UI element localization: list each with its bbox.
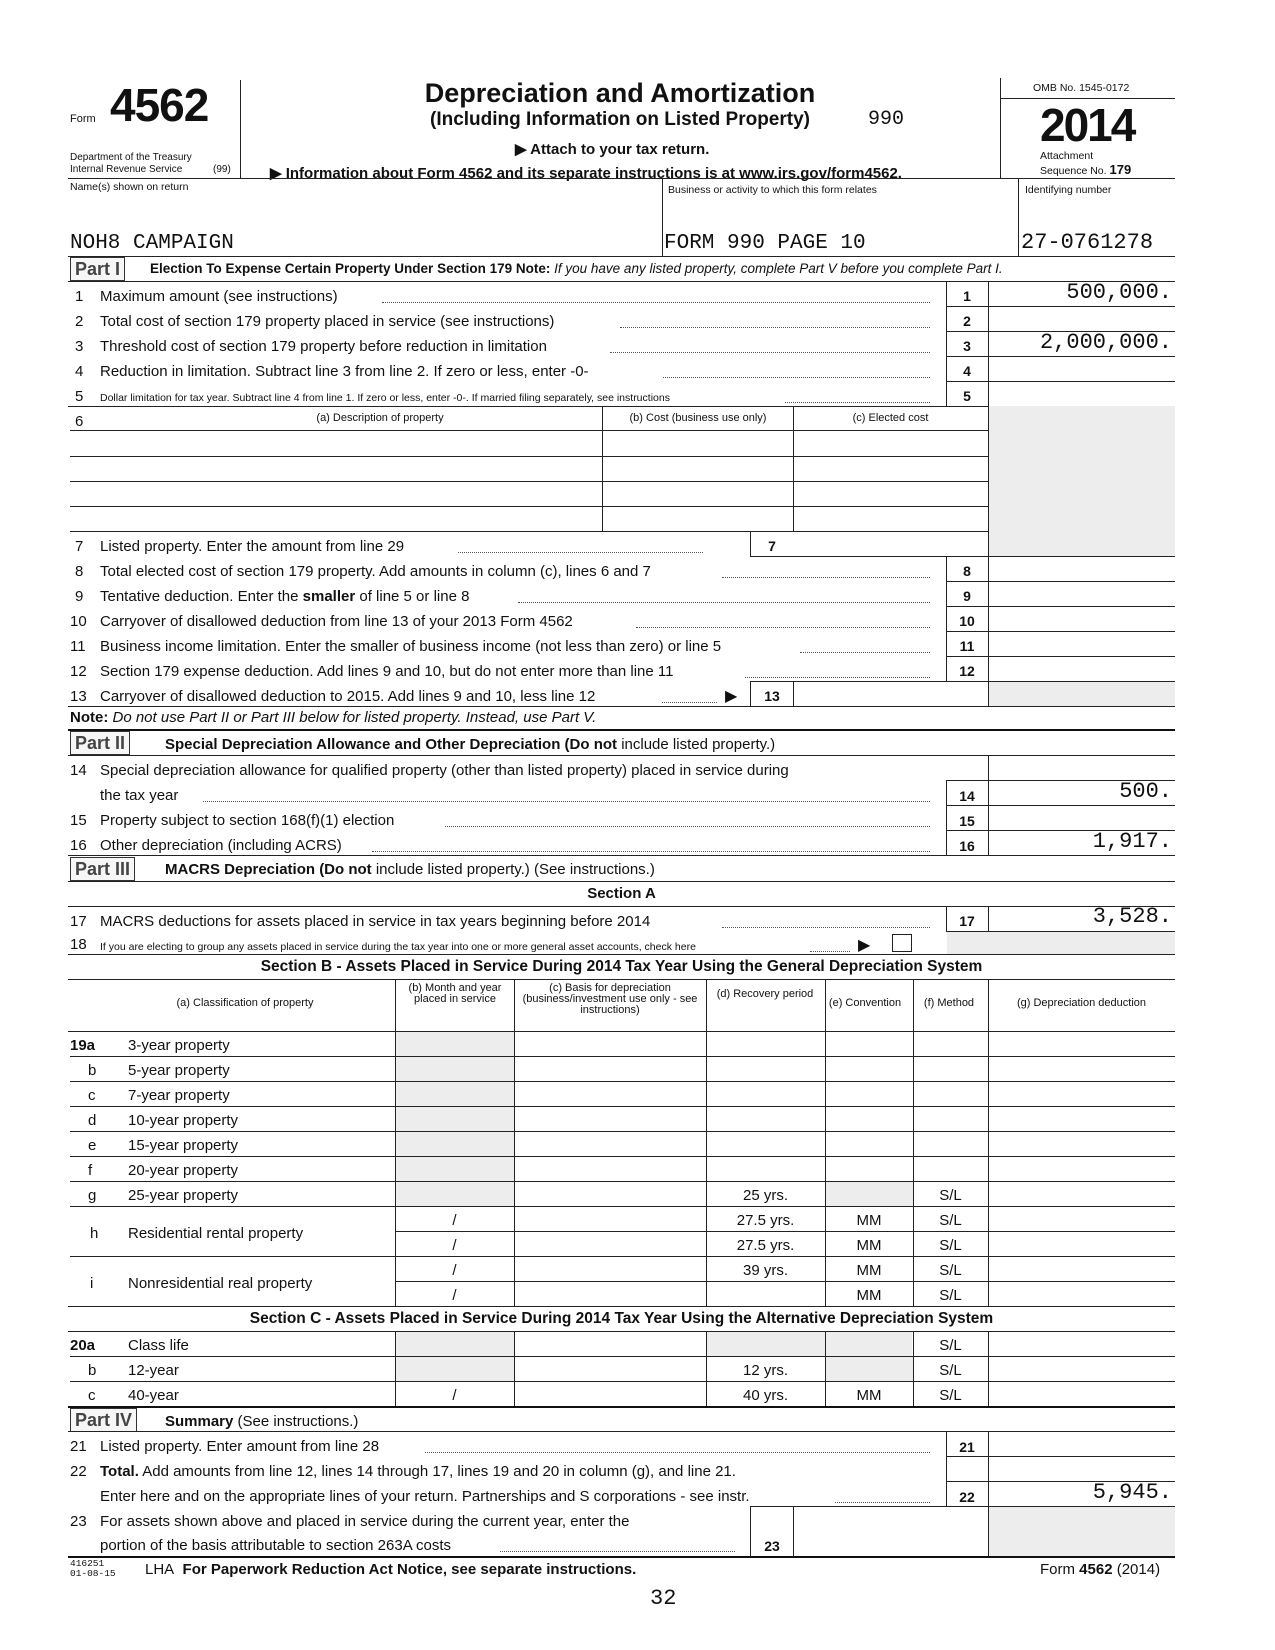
business-field[interactable]: FORM 990 PAGE 10 — [664, 232, 866, 255]
line-number: 11 — [70, 638, 86, 655]
row-number: b — [88, 1062, 97, 1079]
row-number: c — [88, 1087, 96, 1104]
line-number: 16 — [70, 837, 87, 854]
line-1-value[interactable]: 500,000. — [1066, 280, 1172, 305]
line-box-12: 12 — [959, 663, 975, 679]
line-9-text-2: of line 5 or line 8 — [355, 588, 470, 605]
line-3-value[interactable]: 2,000,000. — [1039, 330, 1172, 355]
row-i2-convention: MM — [856, 1287, 882, 1304]
row-number: 20a — [70, 1337, 96, 1354]
info-text: Information about Form 4562 and its separate instructions is at www.irs.gov/form4562. — [285, 165, 902, 182]
line-number: 8 — [75, 563, 84, 580]
col-a-classification: (a) Classification of property — [176, 997, 314, 1009]
row-20c-method: S/L — [939, 1387, 962, 1404]
row-label: 7-year property — [128, 1087, 230, 1104]
part-1-title: Election To Expense Certain Property Under Section 179 — [150, 261, 513, 276]
line-23-label-2: portion of the basis attributable to section 263A costs — [100, 1537, 452, 1554]
omb-number: OMB No. 1545-0172 — [1033, 82, 1130, 94]
row-number: g — [88, 1187, 97, 1204]
row-i1-recovery: 39 yrs. — [742, 1262, 788, 1279]
line-box-22: 22 — [959, 1489, 975, 1505]
line-16-label: Other depreciation (including ACRS) — [100, 837, 342, 854]
row-number: d — [88, 1112, 97, 1129]
section-a-heading: Section A — [587, 885, 656, 902]
line-box-2: 2 — [963, 313, 971, 329]
attach-text: Attach to your tax return. — [530, 141, 710, 158]
line-22-label-2: Enter here and on the appropriate lines of your return. Partnerships and S corporations - see instr. — [100, 1488, 750, 1505]
line-number: 21 — [70, 1438, 87, 1455]
line-box-4: 4 — [963, 363, 971, 379]
part-3-tag: Part III — [70, 857, 135, 881]
col-a-header: (a) Description of property — [316, 412, 444, 424]
row-label: 5-year property — [128, 1062, 230, 1079]
handwritten-990: 990 — [868, 108, 905, 131]
row-label-40-year: 40-year — [128, 1387, 179, 1404]
part-2-title: Special Depreciation Allowance and Other Depreciation (Do not — [165, 736, 618, 753]
arrow-right-icon: ▶ — [515, 141, 527, 158]
line-14-label-2: the tax year — [100, 787, 179, 804]
line-number: 13 — [70, 688, 87, 705]
part-3-title-rest: include listed property.) (See instructions.) — [371, 861, 655, 878]
section-c-heading: Section C - Assets Placed in Service During 2014 Tax Year Using the Alternative Depreciation System — [249, 1310, 994, 1327]
row-i1-method: S/L — [939, 1262, 962, 1279]
row-number: i — [90, 1275, 94, 1292]
line-7-label: Listed property. Enter the amount from line 29 — [100, 538, 405, 555]
line-number: 18 — [70, 936, 87, 953]
line-box-21: 21 — [959, 1439, 975, 1455]
line-number: 22 — [70, 1463, 87, 1480]
dept-line2: Internal Revenue Service — [70, 164, 183, 175]
row-h1-month[interactable]: / — [452, 1212, 457, 1229]
row-h2-recovery: 27.5 yrs. — [736, 1237, 795, 1254]
line-17-label: MACRS deductions for assets placed in service in tax years beginning before 2014 — [100, 913, 651, 930]
line-box-14: 14 — [959, 788, 975, 804]
row-number: b — [88, 1362, 97, 1379]
line-box-15: 15 — [959, 813, 975, 829]
dept-line1: Department of the Treasury — [70, 152, 192, 163]
row-number: h — [90, 1225, 99, 1242]
col-c-header: (c) Elected cost — [852, 412, 929, 424]
part-2-tag: Part II — [70, 731, 130, 755]
line-18-label: If you are electing to group any assets placed in service during the tax year into one or more general asset accounts, check here — [100, 941, 696, 953]
col-c-basis: (c) Basis for depreciation (business/investment use only - see instructions) — [522, 982, 698, 1016]
line-8-label: Total elected cost of section 179 property. Add amounts in column (c), lines 6 and 7 — [100, 563, 651, 580]
line-box-13: 13 — [764, 688, 780, 704]
line-21-label: Listed property. Enter amount from line 28 — [100, 1438, 380, 1455]
row-h1-method: S/L — [939, 1212, 962, 1229]
line-number: 9 — [75, 588, 84, 605]
row-number: 19a — [70, 1037, 96, 1054]
footer-form-year: (2014) — [1116, 1561, 1161, 1578]
line-22-value[interactable]: 5,945. — [1092, 1480, 1172, 1505]
sequence-label: Sequence No. — [1040, 165, 1107, 177]
line-number: 12 — [70, 663, 87, 680]
note-2-text: Do not use Part II or Part III below for listed property. Instead, use Part V. — [112, 709, 597, 726]
part-1-note: If you have any listed property, complete Part V before you complete Part I. — [554, 261, 1003, 276]
line-22-total: Total. — [100, 1463, 139, 1480]
row-label-nonresidential: Nonresidential real property — [128, 1275, 313, 1292]
line-9-bold: smaller — [302, 588, 356, 605]
group-assets-checkbox[interactable] — [892, 934, 912, 952]
row-label: 15-year property — [128, 1137, 239, 1154]
col-f-method: (f) Method — [923, 997, 975, 1009]
line-box-16: 16 — [959, 838, 975, 854]
line-22-text: Add amounts from line 12, lines 14 through 17, lines 19 and 20 in column (g), and line 21. — [138, 1463, 736, 1480]
row-i1-convention: MM — [856, 1262, 882, 1279]
row-h2-convention: MM — [856, 1237, 882, 1254]
arrow-right-icon: ▶ — [858, 937, 871, 954]
row-number: f — [88, 1162, 93, 1179]
col-b-month-year: (b) Month and year placed in service — [408, 982, 502, 1005]
line-number: 2 — [75, 313, 84, 330]
line-17-value[interactable]: 3,528. — [1092, 904, 1172, 929]
line-number: 14 — [70, 762, 87, 779]
note-2-label: Note: — [70, 709, 109, 726]
col-d-recovery: (d) Recovery period — [716, 988, 814, 1000]
line-11-label: Business income limitation. Enter the smaller of business income (not less than zero) or line 5 — [100, 638, 722, 655]
row-label-12-year: 12-year — [128, 1362, 179, 1379]
row-number: c — [88, 1387, 96, 1404]
line-number: 10 — [70, 613, 87, 630]
row-20c-recovery: 40 yrs. — [742, 1387, 788, 1404]
row-g-method: S/L — [939, 1187, 962, 1204]
row-h1-convention: MM — [856, 1212, 882, 1229]
line-14-label: Special depreciation allowance for qualified property (other than listed property) placed in service during — [100, 762, 789, 779]
col-g-deduction: (g) Depreciation deduction — [1016, 997, 1147, 1009]
arrow-right-icon: ▶ — [725, 688, 738, 705]
line-22-label — [100, 1463, 736, 1480]
line-box-11: 11 — [959, 638, 975, 654]
row-label-class-life: Class life — [128, 1337, 189, 1354]
row-h2-method: S/L — [939, 1237, 962, 1254]
row-label: 3-year property — [128, 1037, 230, 1054]
line-box-10: 10 — [959, 613, 975, 629]
names-label: Name(s) shown on return — [70, 181, 189, 193]
line-number: 4 — [75, 363, 84, 380]
line-2-label: Total cost of section 179 property placed in service (see instructions) — [100, 313, 555, 330]
row-20c-convention: MM — [856, 1387, 882, 1404]
footer-form-label: Form — [1040, 1561, 1075, 1578]
row-20b-recovery: 12 yrs. — [742, 1362, 788, 1379]
line-10-label: Carryover of disallowed deduction from line 13 of your 2013 Form 4562 — [100, 613, 573, 630]
line-1-label: Maximum amount (see instructions) — [100, 288, 338, 305]
line-number: 23 — [70, 1513, 87, 1530]
identifying-number-field[interactable]: 27-0761278 — [1021, 230, 1154, 255]
line-4-label: Reduction in limitation. Subtract line 3 from line 2. If zero or less, enter -0- — [100, 363, 589, 380]
row-h2-month[interactable]: / — [452, 1237, 457, 1254]
line-number: 6 — [75, 413, 84, 430]
line-5-label: Dollar limitation for tax year. Subtract line 4 from line 1. If zero or less, enter -0-. If married filing separately, see instructions — [100, 392, 670, 404]
line-15-label: Property subject to section 168(f)(1) election — [100, 812, 395, 829]
line-7-value[interactable] — [794, 533, 986, 555]
line-box-5: 5 — [963, 388, 971, 404]
line-3-label: Threshold cost of section 179 property before reduction in limitation — [100, 338, 547, 355]
line-box-23: 23 — [764, 1538, 780, 1554]
business-label: Business or activity to which this form relates — [668, 184, 877, 196]
line-number: 15 — [70, 812, 87, 829]
arrow-right-icon: ▶ — [270, 165, 282, 182]
form-word: Form — [70, 113, 96, 125]
part-2-title-rest: include listed property.) — [617, 736, 776, 753]
line-number: 3 — [75, 338, 84, 355]
row-i2-month[interactable]: / — [452, 1287, 457, 1304]
sequence-number: 179 — [1109, 162, 1132, 177]
dept-code: (99) — [213, 164, 231, 175]
page-number: 32 — [650, 1586, 677, 1611]
part-4-title-rest: (See instructions.) — [233, 1413, 359, 1430]
line-box-3: 3 — [963, 338, 971, 354]
line-number: 5 — [75, 388, 84, 405]
line-box-9: 9 — [963, 588, 971, 604]
part-1-tag: Part I — [70, 257, 125, 281]
tax-year: 2014 — [1040, 99, 1135, 151]
row-label-residential: Residential rental property — [128, 1225, 304, 1242]
part-4-title: Summary — [165, 1413, 234, 1430]
row-label: 20-year property — [128, 1162, 239, 1179]
line-number: 17 — [70, 913, 87, 930]
form-number: 4562 — [110, 79, 209, 131]
row-20b-method: S/L — [939, 1362, 962, 1379]
part-4-tag: Part IV — [70, 1408, 137, 1432]
line-box-17: 17 — [959, 913, 975, 929]
section-b-heading: Section B - Assets Placed in Service During 2014 Tax Year Using the General Depreciation System — [260, 958, 983, 975]
line-23-label: For assets shown above and placed in service during the current year, enter the — [100, 1513, 630, 1530]
line-box-8: 8 — [963, 563, 971, 579]
line-9-label — [100, 588, 469, 605]
line-box-1: 1 — [963, 288, 971, 304]
row-label: 10-year property — [128, 1112, 239, 1129]
identifying-label: Identifying number — [1025, 184, 1112, 196]
row-h1-recovery: 27.5 yrs. — [736, 1212, 795, 1229]
paperwork-notice: For Paperwork Reduction Act Notice, see separate instructions. — [182, 1561, 637, 1578]
row-g-recovery: 25 yrs. — [742, 1187, 788, 1204]
row-number: e — [88, 1137, 97, 1154]
line-box-7: 7 — [768, 538, 776, 554]
col-e-convention: (e) Convention — [828, 997, 902, 1009]
line-12-label: Section 179 expense deduction. Add lines 9 and 10, but do not enter more than line 11 — [100, 663, 674, 680]
form-subtitle: (Including Information on Listed Property) — [430, 109, 810, 130]
line-number: 7 — [75, 538, 84, 555]
line-16-value[interactable]: 1,917. — [1092, 829, 1172, 854]
line-14-value[interactable]: 500. — [1119, 779, 1172, 804]
line-13-label: Carryover of disallowed deduction to 2015. Add lines 9 and 10, less line 12 — [100, 688, 596, 705]
col-b-header: (b) Cost (business use only) — [629, 412, 767, 424]
attachment-label: Attachment — [1040, 150, 1094, 162]
footer-code-1: 416251 — [70, 1558, 105, 1569]
row-i2-method: S/L — [939, 1287, 962, 1304]
form-title: Depreciation and Amortization — [424, 78, 816, 108]
line-9-text: Tentative deduction. Enter the — [100, 588, 303, 605]
row-i1-month[interactable]: / — [452, 1262, 457, 1279]
part-3-title: MACRS Depreciation (Do not — [165, 861, 372, 878]
row-20a-method: S/L — [939, 1337, 962, 1354]
line-number: 1 — [75, 288, 84, 305]
name-field[interactable]: NOH8 CAMPAIGN — [70, 232, 234, 255]
row-20c-month[interactable]: / — [452, 1387, 457, 1404]
part-1-note-label: Note: — [515, 261, 551, 276]
footer-form-number: 4562 — [1079, 1561, 1113, 1578]
footer-code-2: 01-08-15 — [70, 1568, 116, 1579]
lha-label: LHA — [145, 1561, 175, 1578]
row-label: 25-year property — [128, 1187, 239, 1204]
